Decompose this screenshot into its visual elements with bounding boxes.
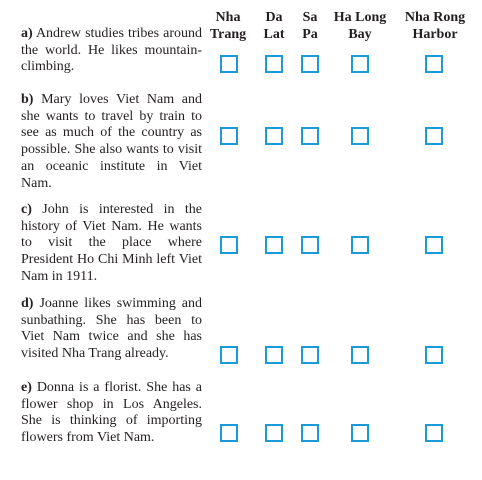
checkbox-c-nha-rong-harbor[interactable] — [425, 236, 443, 254]
checkbox-e-da-lat[interactable] — [265, 424, 283, 442]
row-description-d — [21, 296, 202, 363]
row-text: John is interested in the history of Viet Nam. He wants to visit the place where President Ho Chi Minh left Viet Nam in 1911. — [21, 202, 203, 284]
checkbox-c-nha-trang[interactable] — [220, 236, 238, 254]
checkbox-a-sa-pa[interactable] — [301, 55, 319, 73]
checkbox-e-nha-rong-harbor[interactable] — [425, 424, 443, 442]
checkbox-c-sa-pa[interactable] — [301, 236, 319, 254]
checkbox-b-nha-trang[interactable] — [220, 127, 238, 145]
row-text: Joanne likes swimming and sunbathing. She has been to Viet Nam twice and she has visited Nha Trang already. — [21, 296, 203, 362]
checkbox-e-sa-pa[interactable] — [301, 424, 319, 442]
checkbox-d-nha-trang[interactable] — [220, 346, 238, 364]
column-header-line1: Nha — [215, 10, 241, 25]
column-header-ha-long-bay — [326, 9, 394, 43]
column-header-line2: Lat — [263, 27, 285, 42]
row-letter: b) — [21, 92, 34, 107]
row-text: Andrew studies tribes around the world. He likes mountain-climbing. — [21, 26, 202, 75]
checkbox-d-nha-rong-harbor[interactable] — [425, 346, 443, 364]
checkbox-d-ha-long-bay[interactable] — [351, 346, 369, 364]
row-description-b — [21, 92, 202, 192]
column-header-line2: Bay — [348, 27, 372, 42]
column-header-line1: Ha Long — [333, 10, 387, 25]
checkbox-b-da-lat[interactable] — [265, 127, 283, 145]
row-letter: e) — [21, 380, 32, 395]
checkbox-b-sa-pa[interactable] — [301, 127, 319, 145]
column-header-line1: Sa — [302, 10, 318, 25]
checkbox-a-ha-long-bay[interactable] — [351, 55, 369, 73]
checkbox-d-da-lat[interactable] — [265, 346, 283, 364]
row-letter: c) — [21, 202, 32, 217]
row-text: Mary loves Viet Nam and she wants to travel by train to see as much of the country as possible. She also wants to visit an oceanic institute in Viet Nam. — [21, 92, 202, 191]
column-header-nha-trang — [205, 9, 251, 43]
column-header-line1: Da — [265, 10, 283, 25]
column-header-line2: Pa — [302, 27, 318, 42]
checkbox-a-nha-trang[interactable] — [220, 55, 238, 73]
row-description-a — [21, 26, 202, 76]
column-header-line1: Nha Rong — [404, 10, 466, 25]
checkbox-c-da-lat[interactable] — [265, 236, 283, 254]
column-header-nha-rong-harbor — [397, 9, 473, 43]
row-description-e — [21, 380, 202, 447]
column-header-line2: Harbor — [412, 27, 458, 42]
row-letter: d) — [21, 296, 34, 311]
row-description-c — [21, 202, 202, 286]
column-header-da-lat — [256, 9, 292, 43]
checkbox-a-nha-rong-harbor[interactable] — [425, 55, 443, 73]
checkbox-b-nha-rong-harbor[interactable] — [425, 127, 443, 145]
checkbox-e-ha-long-bay[interactable] — [351, 424, 369, 442]
checkbox-d-sa-pa[interactable] — [301, 346, 319, 364]
checkbox-b-ha-long-bay[interactable] — [351, 127, 369, 145]
checkbox-e-nha-trang[interactable] — [220, 424, 238, 442]
row-letter: a) — [21, 26, 33, 41]
column-header-line2: Trang — [209, 27, 247, 42]
checkbox-c-ha-long-bay[interactable] — [351, 236, 369, 254]
column-header-sa-pa — [294, 9, 326, 43]
checkbox-a-da-lat[interactable] — [265, 55, 283, 73]
row-text: Donna is a florist. She has a flower shop in Los Angeles. She is thinking of importing flowers from Viet Nam. — [21, 380, 202, 446]
